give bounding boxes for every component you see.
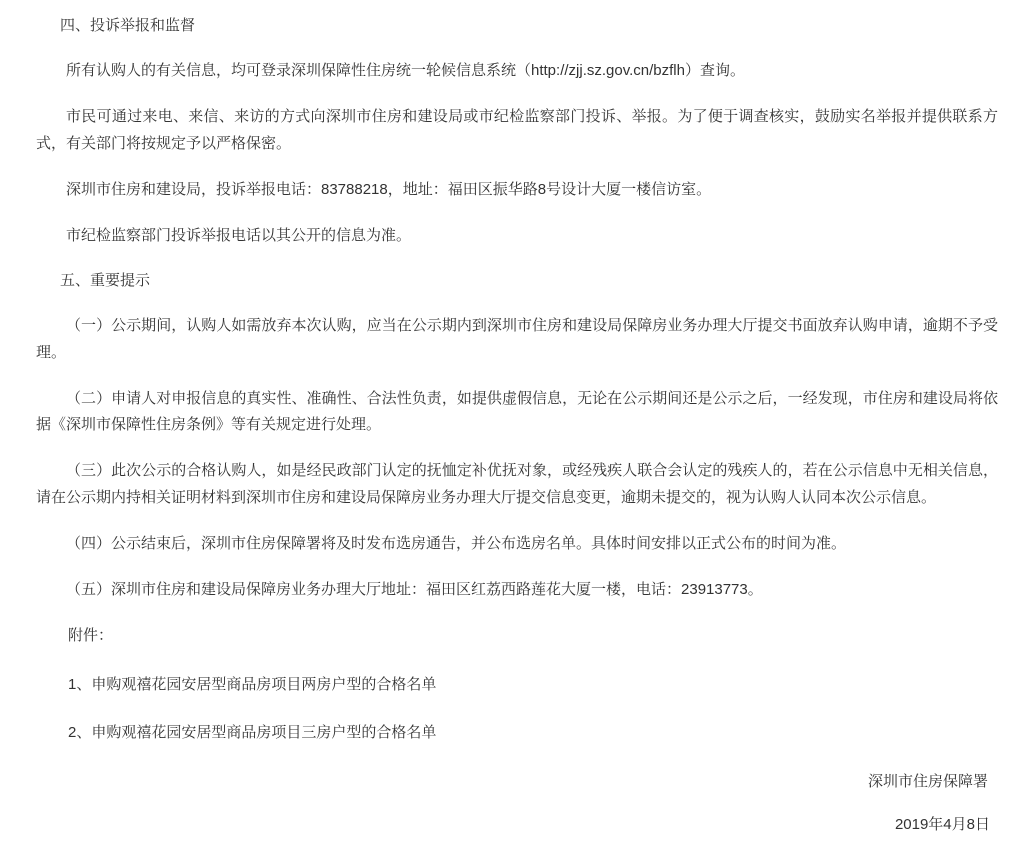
signature-organization: 深圳市住房保障署 bbox=[867, 773, 988, 790]
important-note-item-4: （四）公示结束后，深圳市住房保障署将及时发布选房通告，并公布选房名单。具体时间安排以正式公布的时间为准。 bbox=[66, 534, 847, 552]
paragraph-discipline-contact: 市纪检监察部门投诉举报电话以其公开的信息为准。 bbox=[66, 227, 412, 244]
attachment-item-1[interactable]: 1、申购观禧花园安居型商品房项目两房户型的合格名单 bbox=[68, 675, 437, 693]
paragraph-citizen-complaint: 市民可通过来电、来信、来访的方式向深圳市住房和建设局或市纪检监察部门投诉、举报。为了便于调查核实，鼓励实名举报并提供联系方式，有关部门将按规定予以严格保密。 bbox=[36, 108, 998, 152]
important-note-item-2: （二）申请人对申报信息的真实性、准确性、合法性负责，如提供虚假信息，无论在公示期间还是公示之后，一经发现，市住房和建设局将依据《深圳市保障性住房条例》等有关规定进行处理。 bbox=[36, 389, 998, 433]
attachment-item-2[interactable]: 2、申购观禧花园安居型商品房项目三房户型的合格名单 bbox=[68, 723, 437, 741]
signature-date: 2019年4月8日 bbox=[894, 815, 990, 833]
important-note-item-5: （五）深圳市住房和建设局保障房业务办理大厅地址：福田区红荔西路莲花大厦一楼，电话：23913773。 bbox=[66, 581, 763, 598]
paragraph-query-info: 所有认购人的有关信息，均可登录深圳保障性住房统一轮候信息系统（http://zjj.sz.gov.cn/bzflh）查询。 bbox=[66, 62, 745, 79]
important-note-item-1: （一）公示期间，认购人如需放弃本次认购，应当在公示期内到深圳市住房和建设局保障房业务办理大厅提交书面放弃认购申请，逾期不予受理。 bbox=[36, 317, 998, 361]
section-heading-five: 五、重要提示 bbox=[60, 272, 151, 290]
paragraph-housing-bureau-contact: 深圳市住房和建设局，投诉举报电话：83788218，地址：福田区振华路8号设计大厦一楼信访室。 bbox=[66, 180, 712, 198]
important-note-item-3: （三）此次公示的合格认购人，如是经民政部门认定的抚恤定补优抚对象，或经残疾人联合会认定的残疾人的，若在公示信息中无相关信息，请在公示期内持相关证明材料到深圳市住房和建设局保障房业务办理大厅提交信息变更，逾期未提交的，视为认购人认同本次公示信息。 bbox=[36, 462, 998, 506]
section-heading-four: 四、投诉举报和监督 bbox=[60, 17, 196, 34]
attachments-label: 附件： bbox=[68, 627, 114, 645]
